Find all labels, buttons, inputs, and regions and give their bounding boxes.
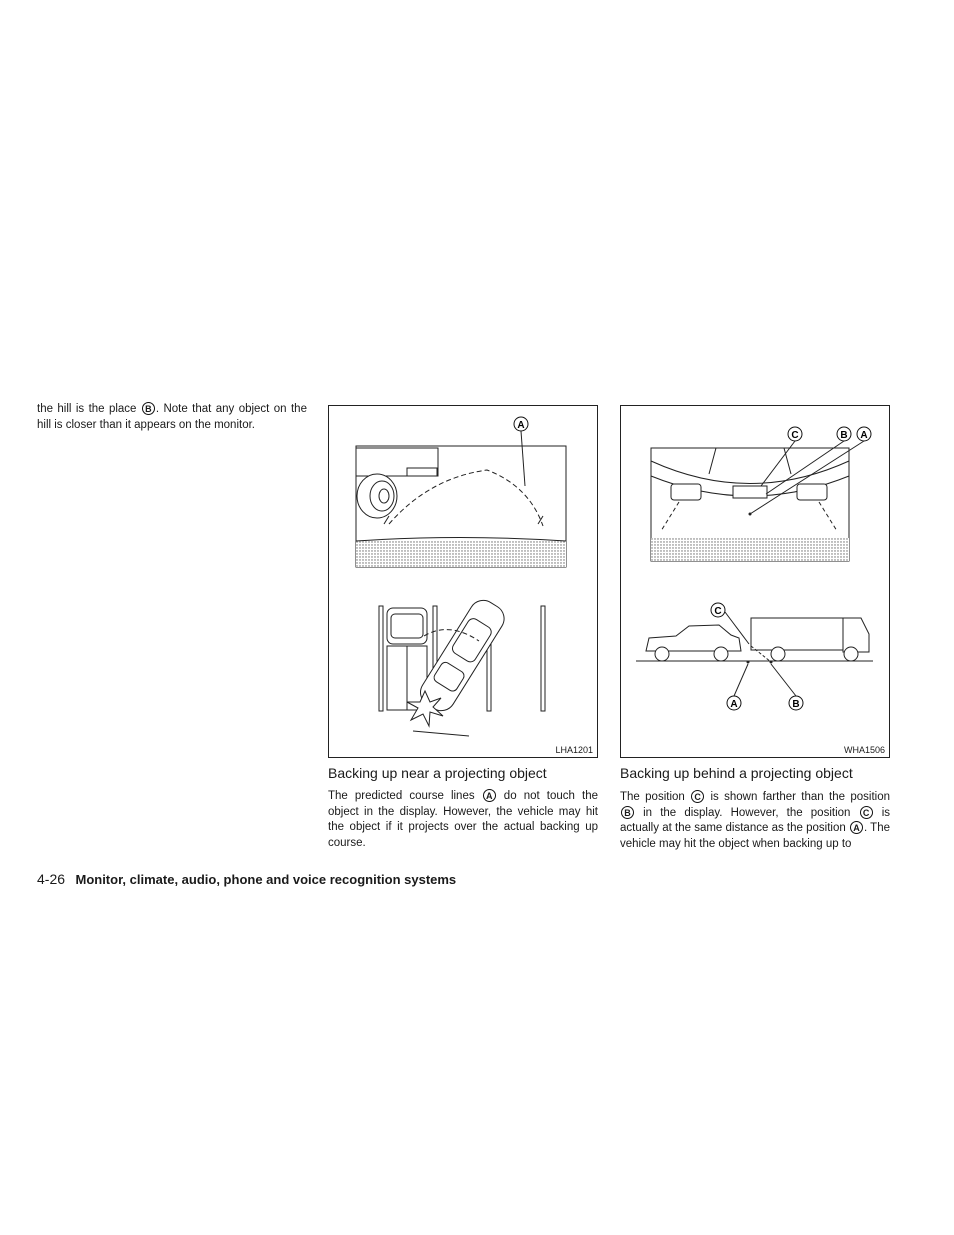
- marker-a: A: [850, 821, 863, 834]
- fig2-label-c-top: C: [791, 430, 799, 441]
- figure-1-caption: Backing up near a projecting object: [328, 765, 547, 781]
- figure-code: LHA1201: [555, 745, 593, 755]
- fig2-label-a-bottom: A: [730, 699, 738, 710]
- fig2-label-b-top: B: [840, 430, 848, 441]
- figure-2-paragraph: The position C is shown farther than the position B in the display. However, the position C is actually at the same distance as the position A . The vehicle may hit the object when backing up to: [620, 791, 890, 850]
- figure-wha1506: [620, 405, 890, 758]
- figure-lha1201: [328, 405, 598, 758]
- figure-1-paragraph: The predicted course lines A do not touch the object in the display. However, the vehicle may hit the object if it projects over the actual backing up course.: [328, 790, 598, 849]
- fig2-label-c-side: C: [714, 606, 722, 617]
- marker-c: C: [860, 806, 873, 819]
- marker-b: B: [142, 402, 155, 415]
- section-title: Monitor, climate, audio, phone and voice recognition systems: [75, 872, 457, 887]
- figure-2-illustration: [621, 406, 889, 757]
- left-paragraph: the hill is the place B . Note that any object on the hill is closer than it appears on the monitor.: [37, 403, 307, 431]
- marker-a: A: [483, 789, 496, 802]
- fig2-label-a-top: A: [860, 430, 868, 441]
- marker-c: C: [691, 790, 704, 803]
- page-number: 4-26: [37, 871, 66, 887]
- marker-b: B: [621, 806, 634, 819]
- fig1-label-a: A: [517, 420, 525, 431]
- figure-code: WHA1506: [843, 745, 885, 755]
- page-footer: [37, 871, 917, 889]
- figure-2-caption: Backing up behind a projecting object: [620, 765, 853, 781]
- fig2-label-b-bottom: B: [792, 699, 800, 710]
- figure-1-illustration: [329, 406, 597, 757]
